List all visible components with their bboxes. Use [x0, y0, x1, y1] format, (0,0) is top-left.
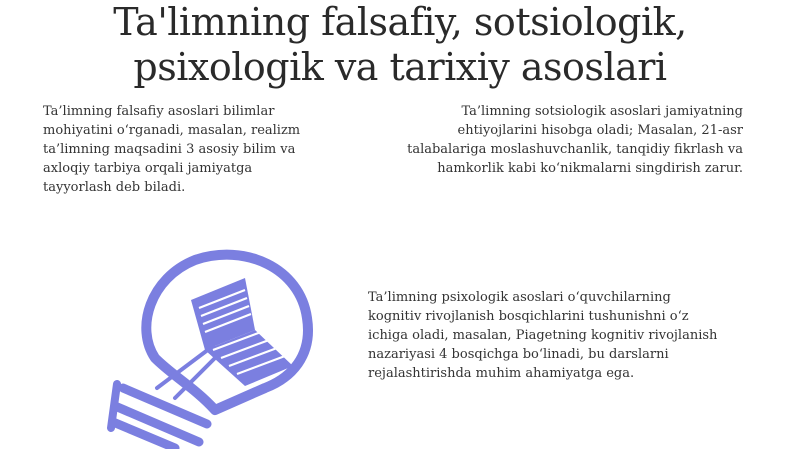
book-icon	[191, 278, 293, 386]
slide-title-line-1: Ta'limning falsafiy, sotsiologik,	[113, 0, 687, 44]
sociology-paragraph: Ta’limning sotsiologik asoslari jamiyatning ehtiyojlarini hisobga oladi; Masalan, 21-asr talabalariga moslashuvchanlik, tanqidiy fikrlash va hamkorlik kabi ko‘nikmalarni singdirish zarur.	[407, 104, 743, 176]
lightbulb-book-icon	[95, 238, 327, 449]
lightbulb-book-illustration	[95, 238, 327, 449]
psychology-paragraph: Ta’limning psixologik asoslari o‘quvchilarning kognitiv rivojlanish bosqichlarini tushunishni o‘z ichiga oladi, masalan, Piagetning kognitiv rivojlanish nazariyasi 4 bosqichga bo‘linadi, bu darslarni rejalashtirishda muhim ahamiyatga ega.	[368, 290, 718, 381]
slide-title-line-2: psixologik va tarixiy asoslari	[133, 45, 667, 89]
slide-title	[0, 0, 800, 90]
philosophy-paragraph: Ta’limning falsafiy asoslari bilimlar mohiyatini o‘rganadi, masalan, realizm ta’limning maqsadini 3 asosiy bilim va axloqiy tarbiya orqali jamiyatga tayyorlash deb biladi.	[43, 104, 301, 195]
